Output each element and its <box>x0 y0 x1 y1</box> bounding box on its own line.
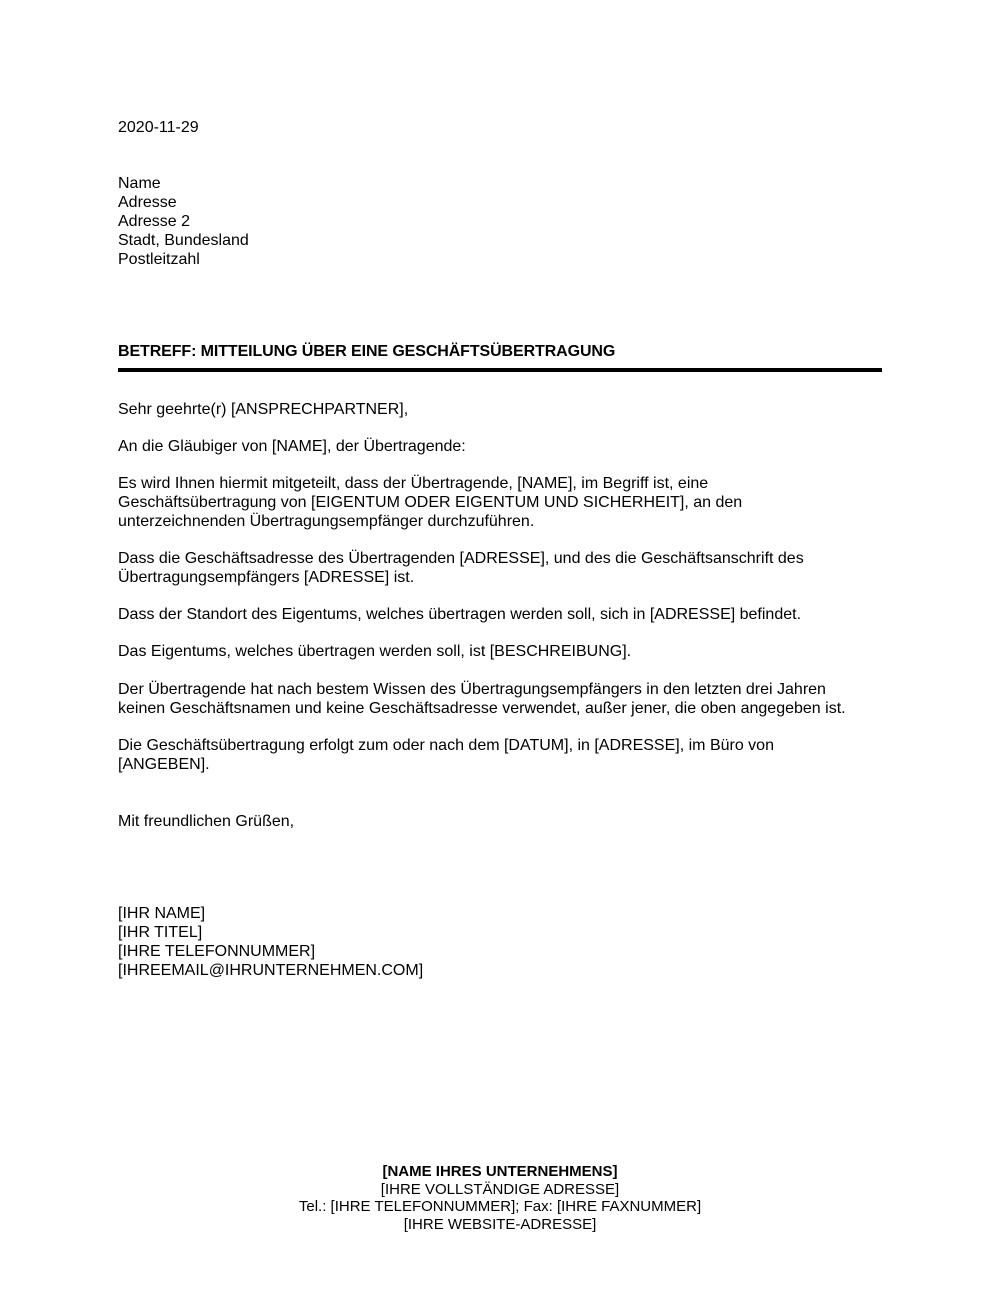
signature-block <box>118 904 423 980</box>
salutation: Sehr geehrte(r) [ANSPRECHPARTNER], <box>118 401 409 418</box>
body-paragraph-6 <box>118 736 888 774</box>
body-paragraph-1 <box>118 474 888 531</box>
body-paragraph-2 <box>118 549 888 587</box>
closing: Mit freundlichen Grüßen, <box>118 813 295 830</box>
footer-contact: Tel.: [IHRE TELEFONNUMMER]; Fax: [IHRE FAXNUMMER] <box>298 1198 702 1215</box>
subject-divider <box>118 368 882 372</box>
footer-website: [IHRE WEBSITE-ADRESSE] <box>403 1215 597 1233</box>
recipient-name: Name <box>118 175 161 192</box>
signature-name: [IHR NAME] <box>118 905 206 922</box>
signature-phone: [IHRE TELEFONNUMMER] <box>118 943 316 960</box>
intro-line: An die Gläubiger von [NAME], der Übertragende: <box>118 438 466 455</box>
body-paragraph-4 <box>118 642 888 661</box>
recipient-postal-code: Postleitzahl <box>118 251 200 268</box>
paragraph-line: Dass der Standort des Eigentums, welches übertragen werden soll, sich in [ADRESSE] befindet. <box>118 606 802 623</box>
paragraph-line: Geschäftsübertragung von [EIGENTUM ODER EIGENTUM UND SICHERHEIT], an den <box>118 494 743 511</box>
recipient-city-state: Stadt, Bundesland <box>118 232 249 249</box>
body-paragraph-3 <box>118 605 888 624</box>
subject-line: BETREFF: MITTEILUNG ÜBER EINE GESCHÄFTSÜBERTRAGUNG <box>118 343 616 360</box>
paragraph-line: Übertragungsempfängers [ADRESSE] ist. <box>118 569 415 586</box>
paragraph-line: Es wird Ihnen hiermit mitgeteilt, dass der Übertragende, [NAME], im Begriff ist, eine <box>118 475 709 492</box>
paragraph-line: [ANGEBEN]. <box>118 756 210 773</box>
recipient-address-block <box>118 174 249 269</box>
signature-title: [IHR TITEL] <box>118 924 203 941</box>
paragraph-line: Der Übertragende hat nach bestem Wissen des Übertragungsempfängers in den letzten drei Jahren <box>118 681 826 698</box>
footer-company-name: [NAME IHRES UNTERNEHMENS] <box>382 1163 618 1180</box>
paragraph-line: Das Eigentums, welches übertragen werden soll, ist [BESCHREIBUNG]. <box>118 643 632 660</box>
recipient-address-line-2: Adresse 2 <box>118 213 191 230</box>
letter-footer <box>0 1163 1000 1233</box>
footer-address: [IHRE VOLLSTÄNDIGE ADRESSE] <box>380 1180 620 1198</box>
letter-date: 2020-11-29 <box>118 119 199 136</box>
paragraph-line: Dass die Geschäftsadresse des Übertragenden [ADRESSE], und des die Geschäftsanschrift des <box>118 550 804 567</box>
paragraph-line: unterzeichnenden Übertragungsempfänger durchzuführen. <box>118 513 535 530</box>
paragraph-line: keinen Geschäftsnamen und keine Geschäftsadresse verwendet, außer jener, die oben angegeben ist. <box>118 700 846 717</box>
paragraph-line: Die Geschäftsübertragung erfolgt zum oder nach dem [DATUM], in [ADRESSE], im Büro von <box>118 737 774 754</box>
signature-email: [IHREEMAIL@IHRUNTERNEHMEN.COM] <box>118 962 424 979</box>
recipient-address-line-1: Adresse <box>118 194 177 211</box>
body-paragraph-5 <box>118 680 888 718</box>
